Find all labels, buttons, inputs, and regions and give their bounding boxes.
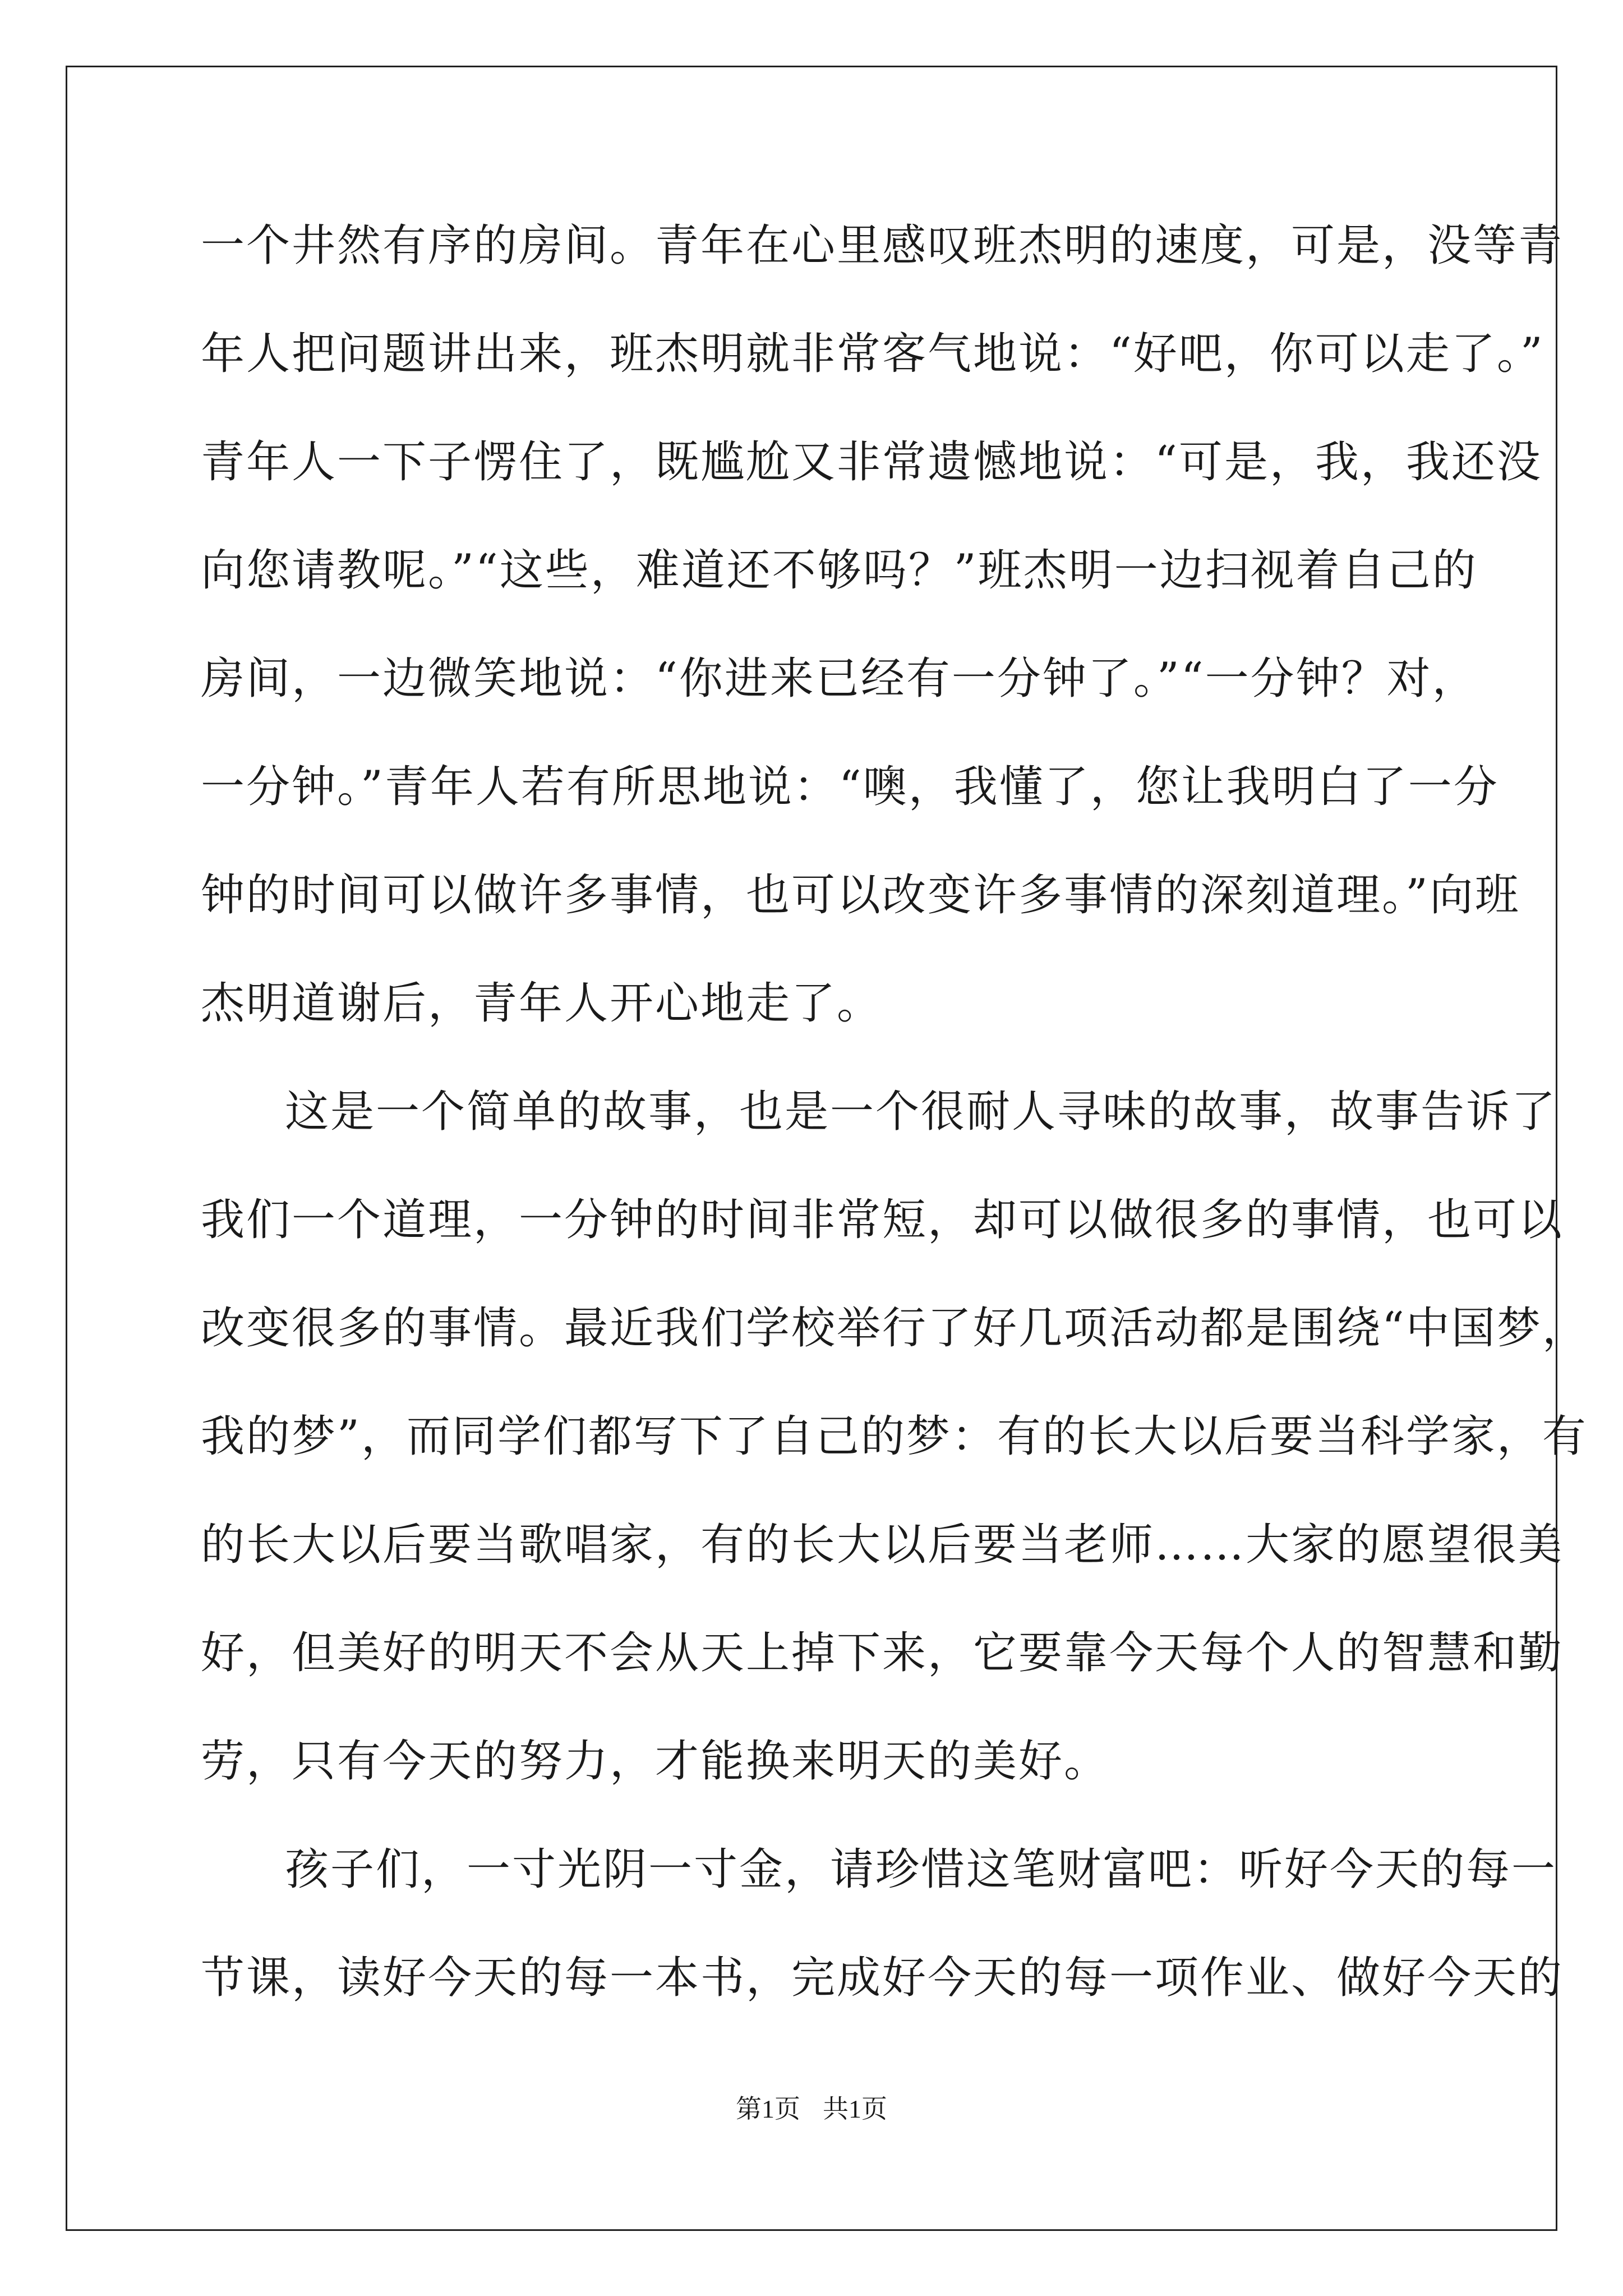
text-line: 向您请教呢。”“这些，难道还不够吗？”班杰明一边扫视着自己的 [201,545,1478,596]
text-line: 这是一个简单的故事，也是一个很耐人寻味的故事，故事告诉了 [285,1087,1557,1137]
text-line: 房间，一边微笑地说：“你进来已经有一分钟了。”“一分钟？对， [201,654,1478,704]
text-line: 孩子们，一寸光阴一寸金，请珍惜这笔财富吧：听好今天的每一 [285,1844,1557,1895]
text-line: 改变很多的事情。最近我们学校举行了好几项活动都是围绕“中国梦， [201,1303,1588,1354]
text-line: 杰明道谢后，青年人开心地走了。 [201,978,883,1029]
text-line: 一个井然有序的房间。青年在心里感叹班杰明的速度，可是，没等青 [201,220,1564,271]
document-body [201,215,1588,2055]
text-line: 劳，只有今天的努力，才能换来明天的美好。 [201,1736,1110,1787]
text-line: 我的梦”，而同学们都写下了自己的梦：有的长大以后要当科学家，有 [201,1411,1588,1462]
text-line: 的长大以后要当歌唱家，有的长大以后要当老师……大家的愿望很美 [201,1520,1564,1570]
page-number: 第1页 [736,2095,800,2123]
text-line: 节课，读好今天的每一本书，完成好今天的每一项作业、做好今天的 [201,1953,1564,2003]
page-total: 共1页 [823,2095,887,2123]
text-line: 钟的时间可以做许多事情，也可以改变许多事情的深刻道理。”向班 [201,870,1520,921]
text-line: 年人把问题讲出来，班杰明就非常客气地说：“好吧，你可以走了。” [201,329,1544,379]
text-line: 我们一个道理，一分钟的时间非常短，却可以做很多的事情，也可以 [201,1195,1564,1245]
text-line: 一分钟。”青年人若有所思地说：“噢，我懂了，您让我明白了一分 [201,762,1499,812]
text-line: 青年人一下子愣住了，既尴尬又非常遗憾地说：“可是，我，我还没 [201,437,1542,487]
text-line: 好，但美好的明天不会从天上掉下来，它要靠今天每个人的智慧和勤 [201,1628,1564,1678]
page-footer [0,2092,1623,2126]
